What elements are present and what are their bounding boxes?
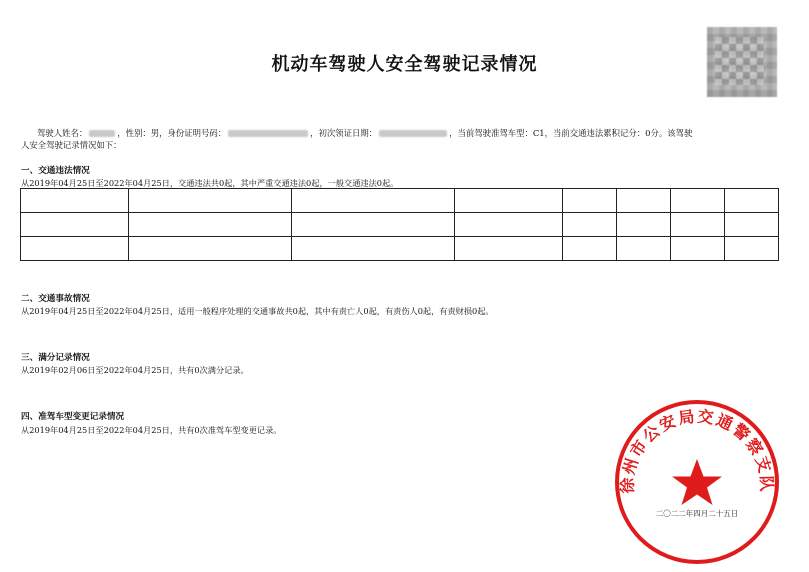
intro-name-label: 驾驶人姓名： — [37, 128, 88, 138]
table-cell — [21, 213, 129, 237]
section-violations-heading: 一、交通违法情况 — [21, 166, 90, 176]
section-accidents-heading: 二、交通事故情况 — [21, 294, 90, 304]
table-cell — [455, 213, 563, 237]
table-cell — [725, 237, 779, 261]
section-license-change-text: 从2019年04月25日至2022年04月25日，共有0次准驾车型变更记录。 — [21, 425, 282, 435]
table-cell — [563, 189, 617, 213]
intro-tail: 人安全驾驶记录情况如下： — [21, 140, 122, 150]
table-cell — [725, 189, 779, 213]
table-cell — [617, 237, 671, 261]
section-full-score-text: 从2019年02月06日至2022年04月25日，共有0次满分记录。 — [21, 365, 249, 375]
section-full-score-heading: 三、满分记录情况 — [21, 353, 90, 363]
star-icon — [672, 459, 722, 505]
seal-date: 二〇二二年四月二十五日 — [655, 509, 739, 518]
redacted-id — [228, 130, 308, 137]
seal-arc-text: 徐州市公安局交通警察支队 — [617, 406, 777, 494]
table-cell — [21, 237, 129, 261]
table-cell — [129, 189, 292, 213]
table-cell — [21, 189, 129, 213]
official-seal — [612, 397, 782, 567]
table-cell — [617, 213, 671, 237]
table-cell — [292, 189, 455, 213]
violations-table — [20, 188, 779, 261]
table-row — [21, 213, 779, 237]
table-cell — [671, 213, 725, 237]
table-cell — [455, 237, 563, 261]
table-cell — [292, 237, 455, 261]
redacted-date — [379, 130, 447, 137]
qr-code — [707, 27, 777, 97]
table-cell — [129, 237, 292, 261]
table-cell — [129, 213, 292, 237]
section-violations-text: 从2019年04月25日至2022年04月25日，交通违法共0起，其中严重交通违法0起，一般交通违法0起。 — [21, 178, 399, 188]
intro-paragraph — [21, 127, 781, 151]
table-cell — [671, 189, 725, 213]
intro-first-license-label: ，初次领证日期： — [310, 128, 378, 138]
intro-license-type: ，当前驾驶准驾车型：C1，当前交通违法累积记分：0分。该驾驶 — [449, 128, 693, 138]
intro-gender-id-label: ，性别：男，身份证明号码： — [117, 128, 227, 138]
section-license-change-heading: 四、准驾车型变更记录情况 — [21, 412, 125, 422]
table-row — [21, 189, 779, 213]
table-cell — [455, 189, 563, 213]
table-row — [21, 237, 779, 261]
redacted-name — [89, 130, 115, 137]
page-title: 机动车驾驶人安全驾驶记录情况 — [271, 54, 538, 75]
table-cell — [671, 237, 725, 261]
table-cell — [563, 237, 617, 261]
table-cell — [617, 189, 671, 213]
section-accidents-text: 从2019年04月25日至2022年04月25日，适用一般程序处理的交通事故共0起，其中有责亡人0起，有责伤人0起，有责财损0起。 — [21, 306, 494, 316]
table-cell — [292, 213, 455, 237]
table-cell — [725, 213, 779, 237]
table-cell — [563, 213, 617, 237]
